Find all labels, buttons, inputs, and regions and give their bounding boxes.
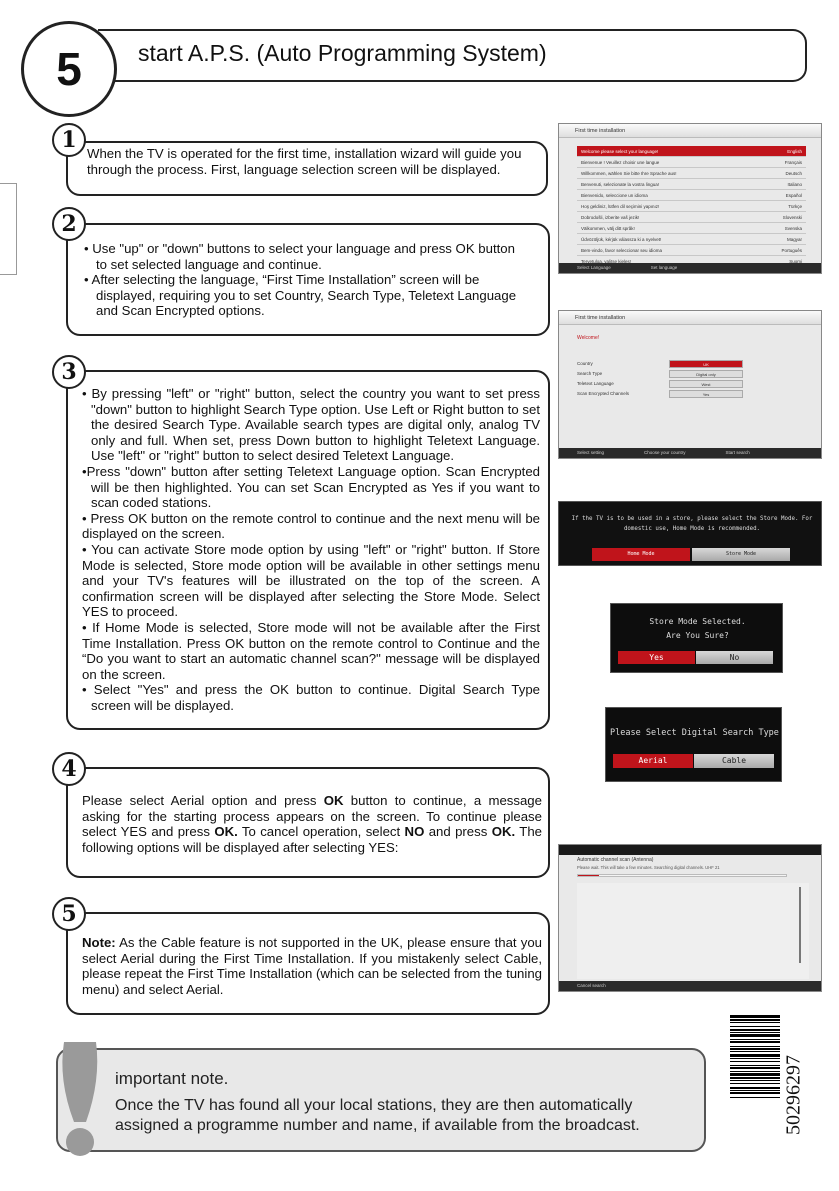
setting-label: Country: [577, 361, 593, 366]
step-5-text: Note: As the Cable feature is not supported in the UK, please ensure that you select Aerial during the First Time Installation. If you mistakenly select Cable, please repeat the First Time Installation (which can be selected from the tuning menu) and select Aerial.: [82, 935, 542, 997]
welcome-text: Welcome!: [577, 335, 600, 341]
settings-screen-title: First time installation: [559, 311, 821, 325]
yes-button[interactable]: Yes: [618, 651, 695, 664]
note-body: Once the TV has found all your local stations, they are then automatically assigned a programme number and name, if available from the broadcast.: [115, 1097, 640, 1134]
side-tab: [0, 183, 17, 275]
language-option[interactable]: Welcome please select your language! English: [577, 146, 806, 157]
step-4-number: 4: [52, 752, 86, 786]
setting-value[interactable]: UK: [669, 360, 743, 368]
language-screen: [558, 123, 822, 274]
page-title: start A.P.S. (Auto Programming System): [138, 40, 547, 66]
section-number: 5: [21, 21, 117, 117]
step-3-text: • By pressing "left" or "right" button, select the country you want to set press "down" button to highlight Search Type option. Use Left or Right button to set the desired Search Type. Available search types are digital only, analog TV only and full. When set, press Down button to highlight Teletext Language. Use "left" or "right" button to select desired Teletext Language. •Press "down" button after setting Teletext Language option. Scan Encrypted will be then highlighted. You can set Scan Encrypted as Yes if you want to scan coded stations. • Press OK button on the remote control to continue and the next menu will be displayed on the screen. • You can activate Store mode option by using "left" or "right" button. If Store Mode is selected, Store mode option will be available in other settings menu and your TV's features will be illustrated on the top of the screen. A confirmation screen will be displayed after selecting the Store Mode. Select YES to proceed. • If Home Mode is selected, Store mode will not be available after the First Time Installation. Press OK button on the remote control to Continue and the “Do you want to start an automatic channel scan?" message will be displayed on the screen. • Select "Yes" and press the OK button to continue. Digital Search Type screen will be displayed.: [82, 386, 540, 713]
store-confirm-dialog: [610, 603, 783, 673]
scrollbar[interactable]: [799, 887, 801, 963]
confirm-line-1: Store Mode Selected.: [649, 617, 746, 626]
language-option[interactable]: Benvenuti, selezionate la vostra lingua! Italiano: [577, 179, 806, 190]
scan-progress-track: [577, 874, 787, 877]
language-option[interactable]: Bem-vindo, favor seleccionar seu idioma Português: [577, 245, 806, 256]
language-option[interactable]: Bienvenue ! Veuillez choisir une langue Français: [577, 157, 806, 168]
home-mode-button[interactable]: Home Mode: [592, 548, 690, 561]
settings-screen: [558, 310, 822, 459]
channel-scan-screen: [558, 844, 822, 992]
aerial-button[interactable]: Aerial: [613, 754, 693, 768]
scan-progress-fill: [578, 875, 599, 876]
scan-list-area: [577, 883, 809, 979]
step-5-number: 5: [52, 897, 86, 931]
language-screen-title: First time installation: [559, 124, 821, 138]
barcode-number: 50296297: [782, 1055, 805, 1135]
step-1-text: When the TV is operated for the first time, installation wizard will guide you through the process. First, language selection screen will be displayed.: [87, 146, 522, 177]
setting-value[interactable]: West: [669, 380, 743, 388]
language-option[interactable]: Välkommen, välj ditt språk! Svenska: [577, 223, 806, 234]
exclamation-icon: [54, 1040, 104, 1160]
setting-value[interactable]: Yes: [669, 390, 743, 398]
note-title: important note.: [115, 1069, 229, 1088]
language-option[interactable]: Hoş geldiniz, lütfen dil seçimini yapınız! Türkçe: [577, 201, 806, 212]
search-type-title: Please Select Digital Search Type: [610, 728, 779, 738]
store-mode-dialog: [558, 501, 822, 566]
setting-label: Search Type: [577, 371, 603, 376]
setting-label: Teletext Language: [577, 381, 614, 386]
language-option[interactable]: Willkommen, wählen Sie bitte Ihre Sprache aus! Deutsch: [577, 168, 806, 179]
barcode: [730, 1015, 780, 1156]
language-option[interactable]: Üdvözöljük, kérjük válassza ki a nyelvet! Magyar: [577, 234, 806, 245]
step-1-number: 1: [52, 123, 86, 157]
store-mode-button[interactable]: Store Mode: [692, 548, 790, 561]
cable-button[interactable]: Cable: [694, 754, 774, 768]
setting-label: Scan Encrypted Channels: [577, 391, 630, 396]
setting-value[interactable]: Digital only: [669, 370, 743, 378]
scan-title: Automatic channel scan (Antenna): [577, 857, 654, 863]
language-option[interactable]: Bienvenido, seleccione un idioma Español: [577, 190, 806, 201]
scan-status: Please wait. This will take a few minutes. Searching digital channels. UHF 21: [577, 865, 720, 870]
store-mode-message: If the TV is to be used in a store, please select the Store Mode. For domestic use, Home Mode is recommended.: [571, 516, 813, 532]
search-type-dialog: [605, 707, 782, 782]
step-2-number: 2: [52, 207, 86, 241]
confirm-line-2: Are You Sure?: [666, 631, 729, 640]
language-option[interactable]: Dobrodošli, izberite vaš jezik! Slovenski: [577, 212, 806, 223]
scan-footer: Cancel search: [559, 981, 821, 991]
step-2-text: • Use "up" or "down" buttons to select your language and press OK button to set selected language and continue. • After selecting the language, “First Time Installation” screen will be displayed, requiring you to set Country, Search Type, Teletext Language and Scan Encrypted options.: [84, 241, 517, 319]
step-3-number: 3: [52, 355, 86, 389]
no-button[interactable]: No: [696, 651, 773, 664]
settings-screen-footer: Select setting Choose your country Start search: [559, 448, 821, 458]
language-option[interactable]: Tervetuloa, valitse kieles! Suomi: [577, 256, 806, 267]
language-screen-footer: Select Language Set language: [559, 263, 821, 273]
step-4-text: Please select Aerial option and press OK button to continue, a message asking for the starting process appears on the screen. To continue please select YES and press OK. To cancel operation, select NO and press OK. The following options will be displayed after selecting YES:: [82, 793, 542, 855]
